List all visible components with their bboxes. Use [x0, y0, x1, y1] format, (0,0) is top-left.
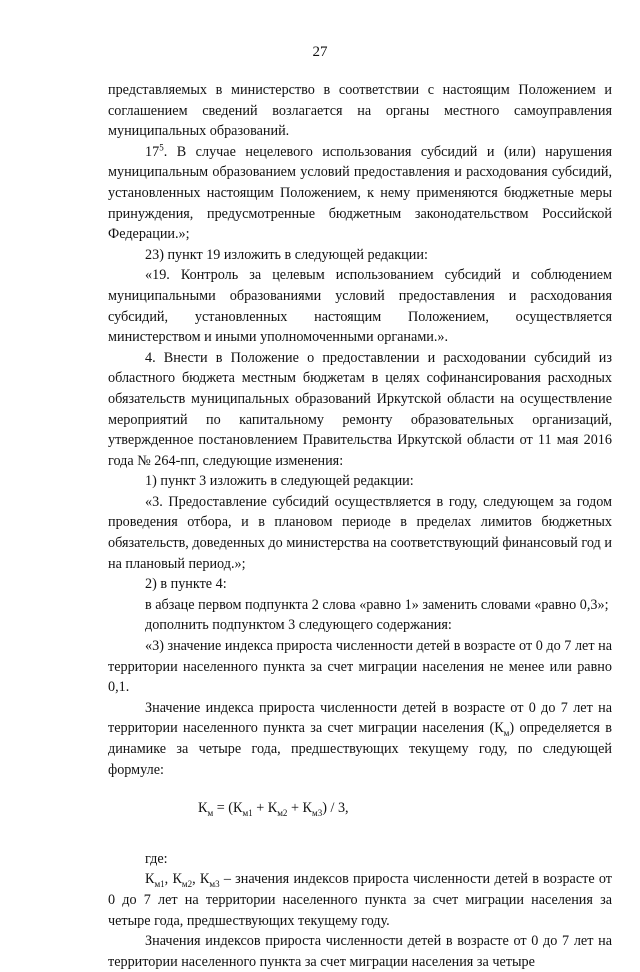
paragraph: «19. Контроль за целевым использованием субсидий и соблюдением муниципальными образованиями условий предоставления и расходования субсидий, установленных настоящим Положением, осуществляется министерством и иными уполномоченными органами.».	[108, 267, 612, 346]
paragraph: «3) значение индекса прироста численности детей в возрасте от 0 до 7 лет на территории населенного пункта за счет миграции населения не менее или равно 0,1.	[108, 638, 612, 696]
where-label: где:	[145, 850, 168, 867]
paragraph: 4. Внести в Положение о предоставлении и расходовании субсидий из областного бюджета местным бюджетам в целях софинансирования расходных обязательств муниципальных образований Иркутской области на осуществление мероприятий по капитальному ремонту образовательных организаций, утвержденное постановлением Правительства Иркутской области от 11 мая 2016 года № 264-пп, следующие изменения:	[108, 349, 612, 469]
paragraph-text: . В случае нецелевого использования субсидий и (или) нарушения муниципальным образованием условий предоставления и расходования субсидий, установленных настоящим Положением, к нему применяются бюджетные меры принуждения, предусмотренные бюджетным законодательством Российской Федерации.»;	[108, 143, 612, 243]
paragraph: в абзаце первом подпункта 2 слова «равно 1» заменить словами «равно 0,3»;	[145, 596, 609, 613]
paragraph: Значение индекса прироста численности детей в возрасте от 0 до 7 лет на территории населенного пункта за счет миграции населения $(К_м)$ определяется в динамике за четыре года, предшествующих текущему году, по следующей формуле:	[108, 699, 612, 778]
clause-superscript: 5	[159, 142, 164, 153]
document-body	[108, 80, 612, 972]
paragraph: 23) пункт 19 изложить в следующей редакции:	[145, 246, 428, 263]
paragraph: $К_{м1}$, $К_{м2}$, $К_{м3}$ – значения индексов прироста численности детей в возрасте от 0 до 7 лет на территории населенного пункта за счет миграции населения за четыре года, предшествующих текущему году.	[108, 871, 612, 929]
formula: $К_м = (К_{м1} + К_{м2} + К_{м3}) / 3$,	[198, 800, 349, 819]
paragraph: представляемых в министерство в соответствии с настоящим Положением и соглашением сведений возлагается на органы местного самоуправления муниципальных образований.	[108, 82, 612, 140]
paragraph: 1) пункт 3 изложить в следующей редакции:	[145, 473, 414, 490]
paragraph: Значения индексов прироста численности детей в возрасте от 0 до 7 лет на территории населенного пункта за счет миграции населения за четыре	[108, 933, 612, 970]
paragraph: «3. Предоставление субсидий осуществляется в году, следующем за годом проведения отбора, и в плановом периоде в пределах лимитов бюджетных обязательств, доведенных до министерства на соответствующий финансовый год и на плановый период.»;	[108, 493, 612, 572]
paragraph: 2) в пункте 4:	[145, 576, 227, 593]
paragraph: дополнить подпунктом 3 следующего содержания:	[145, 617, 452, 634]
page-number: 27	[312, 44, 328, 60]
paragraph-17-5	[108, 142, 612, 245]
clause-number: 17	[145, 143, 160, 160]
